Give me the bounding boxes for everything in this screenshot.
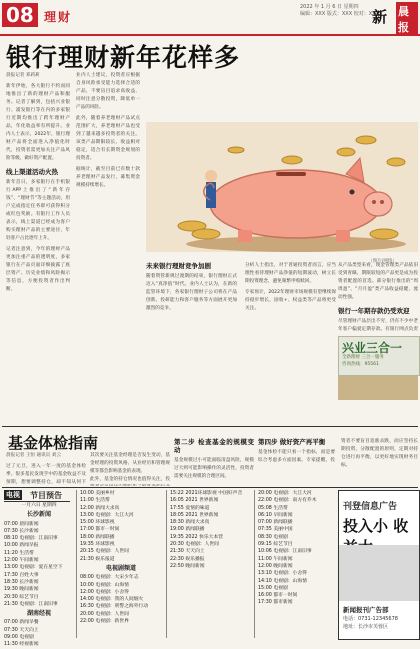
- subheading: 银行一年期存款仍受欢迎: [338, 307, 410, 315]
- section-headline: 基金体检指南: [8, 434, 99, 452]
- program-item: 08:00 电视剧：大宋少年志: [80, 575, 139, 581]
- program-item: 08:30 电视剧: [258, 534, 288, 540]
- divider: [2, 426, 418, 427]
- ad-image: [339, 545, 419, 601]
- subheading: 未来银行理财竞争加剧: [146, 262, 211, 270]
- program-item: 17:55 爱情的味道: [170, 505, 210, 511]
- program-item: 18:30 长沙新闻: [4, 579, 39, 585]
- ad-heading: 刊登信息广告: [343, 502, 398, 512]
- tv-guide-title: 节目预告: [30, 491, 62, 500]
- program-item: 12:00 晚间新闻: [258, 563, 293, 569]
- program-item: 12:00 新闻大求真: [80, 505, 120, 511]
- fund-article-col-1: [6, 452, 86, 486]
- program-item: 20:00 电视剧：大江大河: [258, 491, 312, 496]
- divider: [254, 490, 255, 638]
- paragraph: 基金体检不能只看一个指标，而是要综合考虑多方面因素。专家提醒，投资者不要盲目追涨杀跌，而应坚持长期投资、分散配置的原则，定期对持仓进行再平衡，以更好地实现财务目标。: [258, 439, 418, 468]
- channel-title: 湖南经视: [26, 610, 51, 618]
- program-item: 12:00 电视剧：小舍得: [80, 589, 129, 595]
- program-item: 19:35 环球影视: [80, 542, 115, 548]
- tv-column-3: [170, 490, 252, 570]
- ad-slogan: 投入小 收: [343, 517, 409, 535]
- program-item: 11:20 生活帮: [4, 550, 34, 556]
- program-item: 21:30 电视剧：江南旧事: [4, 601, 58, 607]
- program-item: 15:22 2021环球影视 中国好声音: [170, 491, 243, 496]
- program-item: 20:30 电视剧：人世间: [170, 542, 219, 548]
- program-item: 19:35 2022 快乐大本营: [170, 534, 224, 540]
- program-item: 10:00 新闻早报: [4, 543, 39, 549]
- section-title: 理财: [44, 10, 73, 24]
- program-item: 07:30 长沙新闻: [4, 528, 39, 534]
- program-item: 11:00 生活帮: [80, 498, 110, 504]
- paragraph: 此外，基金的持仓情况也值得关注，投: [90, 477, 170, 482]
- classified-advertisement[interactable]: [338, 490, 420, 640]
- ad-title: 兴业三合一: [342, 341, 403, 355]
- program-item: 20:30 综艺节目: [4, 594, 39, 600]
- program-item: 19:00 新闻联播: [170, 527, 205, 533]
- article-column-2: [76, 72, 140, 424]
- program-item: 08:10 电视剧：江南旧事: [4, 536, 58, 542]
- paragraph: 新年首日，多家银行在手机银行APP上推出了“新年存钱”、“理财节”等主题活动，用户完成指定任务即可获得积分或红包奖励。有银行工作人员表示，线上渠道已经成为客户购买理财产品的主要途径，年轻客户占比逐年上升。: [6, 180, 70, 241]
- program-item: 10:00 电视剧：山海情: [80, 582, 129, 588]
- paragraph: 尽管理财产品层出不穷，仍有不少中老年客户偏爱定期存款。有银行网点负责: [338, 319, 418, 332]
- date-text: 2022 年 1 月 6 日 星期四: [300, 4, 359, 10]
- program-item: 22:50 晚间新闻: [170, 563, 205, 569]
- paragraph: 从产品类型来看，现金管理类产品依旧受到青睐，期限较短的产品更是成为投资者配置的首选。部分银行推出的“周周盈”、“月月盈”类产品收益稳健、流动性强。: [338, 263, 418, 300]
- program-list: [170, 490, 252, 570]
- program-item: 22:30 娱乐播报: [170, 556, 205, 562]
- program-item: 18:30 新闻大求真: [170, 520, 210, 526]
- program-item: 21:30 天天向上: [170, 549, 205, 555]
- program-item: 20:00 电视剧：人世间: [80, 611, 129, 617]
- bank-advertisement[interactable]: [338, 336, 420, 376]
- ad-phone: 电话：0731-12345678: [343, 616, 398, 622]
- ad-line: 咨询热线：95561: [342, 362, 379, 367]
- main-headline: 银行理财新年花样多: [6, 43, 241, 72]
- program-item: 07:35 美丽中国: [258, 527, 293, 533]
- program-item: 15:00 电视剧: [258, 585, 288, 591]
- program-item: 07:30 天天向上: [4, 627, 39, 633]
- program-item: 09:15 综艺节目: [258, 542, 293, 548]
- program-item: 10:06 电视剧：江南旧事: [258, 549, 312, 555]
- fund-article-col-3: [174, 438, 254, 486]
- divider: [166, 490, 167, 638]
- image-caption: （图片/网络）: [368, 259, 398, 264]
- page-number: 08: [2, 3, 38, 27]
- paragraph: 此外，随着养老理财产品试点范围扩大，养老理财产品也受到了越来越多投资者的关注。该类产品期限较长、收益相对稳定，适合有长期资金规划的投资者。: [76, 116, 140, 161]
- program-item: 13:10 电视剧：小舍得: [258, 571, 307, 577]
- paragraph: 新年伊始，各大银行不约而同地推出了新的理财产品和服务。记者了解到，包括兴业银行、浦发银行等在内的多家银行近期均推出了跨年理财产品，年化收益率有所提升。业内人士表示，2022年，银行理财产品将全面进入净值化时代，投资者需更加关注产品风险等级，做好资产配置。: [6, 84, 70, 161]
- program-item: 07:00 新闻联播: [258, 520, 293, 526]
- tv-column-2: [80, 490, 162, 625]
- program-item: 14:10 电视剧：山海情: [258, 578, 307, 584]
- paragraph: 基金规模过小可能面临清盘风险，规模过大则可能影响操作的灵活性，投资者需要关注规模的合理区间。: [174, 458, 254, 479]
- program-item: 06:10 早间新闻: [258, 512, 293, 518]
- program-list: [4, 619, 74, 648]
- channel-title: 长沙新闻: [26, 511, 51, 519]
- program-item: 15:00 环球影视: [80, 520, 115, 526]
- article-column-4: [338, 262, 418, 334]
- program-item: 11:00 午间新闻: [258, 556, 293, 562]
- ad-publisher: 新闻报刊广告部: [343, 606, 389, 614]
- tv-date: 一月六日 星期四: [21, 503, 57, 508]
- program-item: 18:05 2021 世界新闻: [170, 512, 219, 518]
- program-item: 19:30 晚间新闻: [4, 587, 39, 593]
- byline: 晨报记者 王恒 通讯员 刘云: [6, 453, 61, 458]
- program-item: 07:00 晨间新闻: [4, 521, 39, 527]
- fund-article-col-4: [258, 438, 418, 486]
- program-item: 20:15 电视剧：人世间: [80, 549, 129, 555]
- article-column-1: [6, 72, 70, 424]
- editor-text: 编辑：XXX 版式：XXX 校对：XXX: [300, 11, 380, 17]
- tv-icon: 电视: [6, 491, 20, 499]
- tv-column-1: [4, 502, 74, 649]
- ad-line: 全新理财 三合一服务: [342, 355, 384, 360]
- piggy-bank-icon: [146, 122, 418, 252]
- paragraph: 记者注意到，今年的理财产品更加注重产品的透明度，多家银行在产品页面详细披露了底层资产、历史业绩和风险揭示等信息，方便投资者作出判断。: [6, 247, 70, 292]
- program-list: [80, 490, 162, 563]
- program-list: [4, 521, 74, 609]
- logo-badge: 晨报: [396, 2, 418, 36]
- program-item: 17:00 都市一时间: [80, 527, 120, 533]
- newspaper-logo: [368, 2, 418, 32]
- ad-address: 地址：长沙市芙蓉区: [343, 624, 389, 630]
- program-item: 13:00 电视剧：大江大河: [80, 512, 134, 518]
- program-item: 17:30 百姓大事: [4, 572, 39, 578]
- paragraph: 分析人士指出，对于普通投资者而言，应当理性看待理财产品净值的短期波动，树立长期投资理念，避免频繁申购赎回。: [245, 263, 336, 284]
- program-item: 17:30 都市新闻: [258, 600, 293, 606]
- tv-column-4: [258, 490, 336, 607]
- program-item: 18:00 新闻联播: [80, 534, 115, 540]
- paragraph: 过了元旦，进入一年一度的基金体检季。很多基民发现手中的基金收益不及预期，想要调整持仓，却不知从何下: [6, 464, 86, 485]
- subheading: 第二步 检查基金的规模变动: [174, 438, 254, 454]
- program-item: 12:00 午间新闻: [4, 558, 39, 564]
- tv-guide-header: [4, 489, 70, 502]
- program-item: 22:00 电视剧：新世界: [80, 619, 129, 625]
- program-item: 10:00 美丽乡村: [80, 491, 115, 496]
- subheading: 第四步 做好资产再平衡: [258, 438, 326, 446]
- divider: [2, 487, 418, 488]
- program-item: 22:00 电视剧：南方有乔木: [258, 498, 317, 504]
- fund-article-col-2: [90, 452, 170, 486]
- program-item: 05:08 生活帮: [258, 505, 288, 511]
- piggy-bank-illustration: [146, 122, 418, 252]
- program-list: [258, 490, 336, 607]
- program-list: [80, 574, 162, 625]
- program-item: 09:00 电视剧: [4, 635, 34, 641]
- divider: [76, 490, 77, 638]
- program-item: 11:30 经视新闻: [4, 642, 39, 648]
- program-item: 14:00 电视剧：我的人间烟火: [80, 597, 144, 603]
- program-item: 07:00 新闻早餐: [4, 620, 39, 626]
- paragraph: 随着资管新规过渡期的结束，银行理财正式迈入“真净值”时代。业内人士认为，在新的监管环境下，各家银行理财子公司将在产品创新、投研能力和客户服务等方面展开更加激烈的竞争。: [146, 274, 237, 311]
- subheading: 线上渠道活动火热: [6, 168, 58, 176]
- byline: 晨报记者 邓莉莉: [6, 73, 40, 78]
- paragraph: 据统计，截至目前已有数十款养老理财产品发行，募集资金规模持续增长。: [76, 167, 140, 188]
- logo-text: 新: [372, 8, 388, 26]
- channel-title: 电视剧频道: [105, 564, 136, 572]
- paragraph: 业内人士建议，投资者应根据自身风险承受能力选择合适的产品，不要盲目追求高收益，同时注意分散投资，降低单一产品的风险。: [76, 73, 140, 110]
- page-header: [0, 0, 420, 36]
- program-item: 16:30 电视剧：刑警之海外行动: [80, 604, 149, 610]
- program-item: 21:30 娱乐报道: [80, 556, 115, 562]
- ad-photo: [338, 376, 418, 400]
- program-item: 16:00 都市一时间: [258, 593, 298, 599]
- program-item: 13:00 电视剧：爱在星空下: [4, 565, 63, 571]
- program-item: 16:05 2021 世界新闻: [170, 498, 219, 504]
- paragraph: 专家预计，2022年理财市场规模有望继续保持稳步增长，固收+、权益类等产品将更受关注。: [245, 290, 336, 311]
- paragraph: 其次要关注基金经理是否发生变动，基金经理的投资风格、从业经历和管理规模等都会影响基金的表现。: [90, 453, 170, 474]
- article-column-3: [146, 262, 336, 424]
